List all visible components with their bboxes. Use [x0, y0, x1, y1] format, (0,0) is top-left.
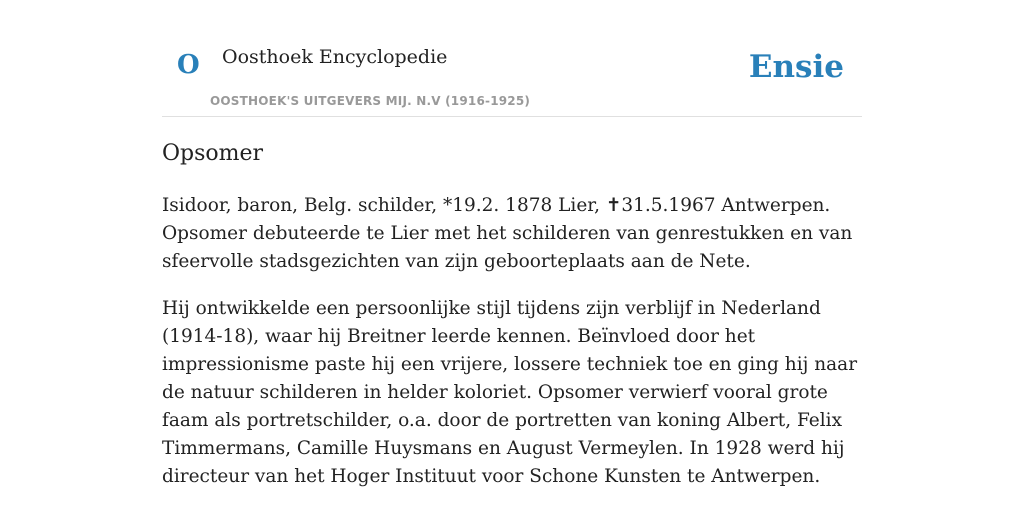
page [162, 0, 862, 487]
source-title[interactable]: Oosthoek Encyclopedie [222, 46, 448, 68]
article-body [162, 192, 862, 510]
header [162, 0, 862, 117]
article-paragraph: Isidoor, baron, Belg. schilder, *19.2. 1878 Lier, ✝31.5.1967 Antwerpen. Opsomer debuteerde te Lier met het schilderen van genrestukken en van sfeervolle stadsgezichten van zijn geboorteplaats aan de Nete. [162, 195, 853, 272]
publisher-label: OOSTHOEK'S UITGEVERS MIJ. N.V (1916-1925) [210, 94, 531, 108]
article-paragraph: Hij ontwikkelde een persoonlijke stijl tijdens zijn verblijf in Nederland (1914-18), waar hij Breitner leerde kennen. Beïnvloed door het impressionisme paste hij een vrijere, lossere techniek toe en ging hij naar de natuur schilderen in helder koloriet. Opsomer verwierf vooral grote faam als portretschilder, o.a. door de portretten van koning Albert, Felix Timmermans, Camille Huysmans en August Vermeylen. In 1928 werd hij directeur van het Hoger Instituut voor Schone Kunsten te Antwerpen. [162, 298, 858, 487]
article-title: Opsomer [162, 141, 264, 166]
ensie-logo-link[interactable]: Ensie [748, 49, 844, 85]
source-logo[interactable]: O [177, 50, 200, 80]
